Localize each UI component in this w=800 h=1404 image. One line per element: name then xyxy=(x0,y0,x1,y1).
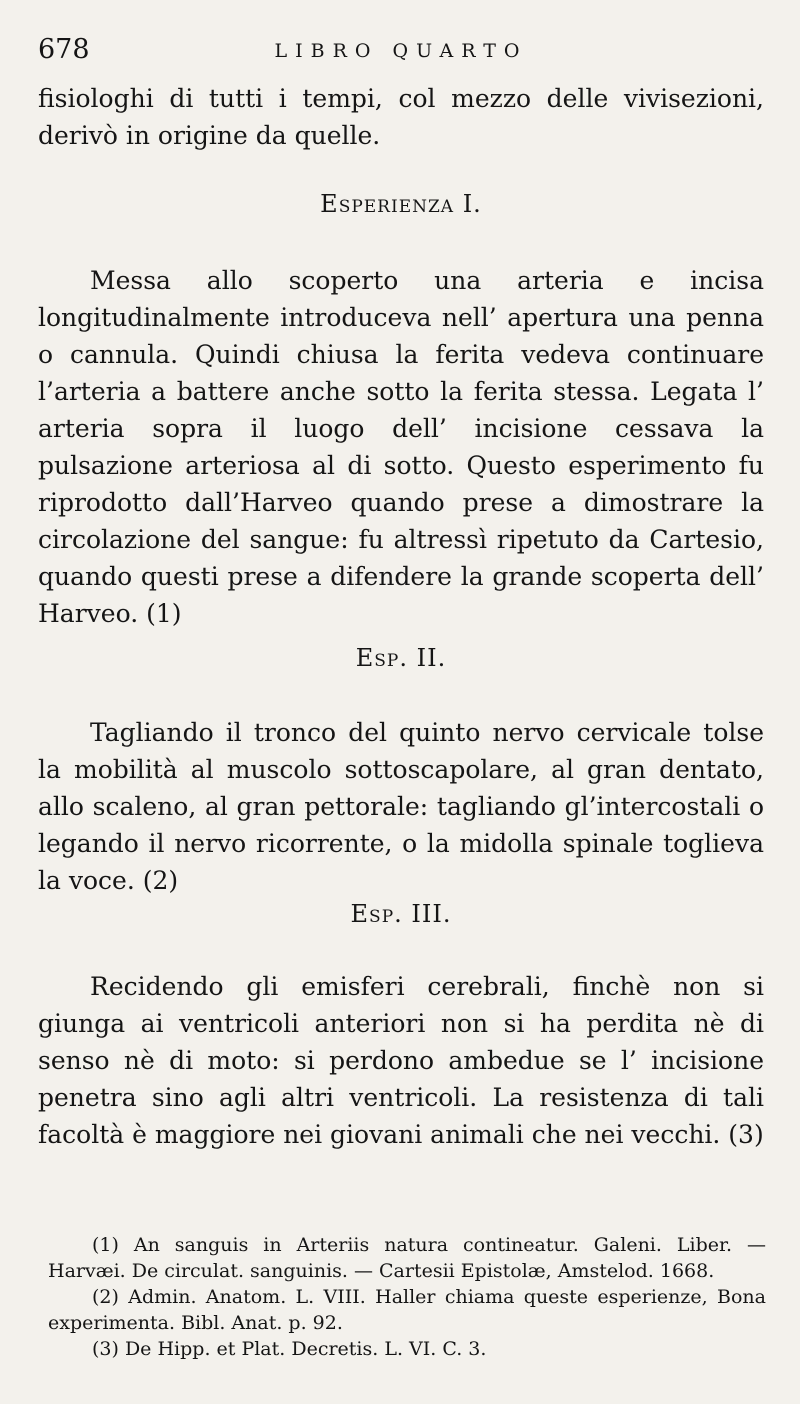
intro-text: fisiologhi di tutti i tempi, col mezzo delle vivisezioni, derivò in origine da quelle. xyxy=(38,84,764,150)
running-head: LIBRO QUARTO xyxy=(274,40,528,62)
footnote: (3) De Hipp. et Plat. Decretis. L. VI. C. 3. xyxy=(92,1338,487,1360)
intro-paragraph xyxy=(38,80,764,154)
section-heading: Esperienza I. xyxy=(320,190,482,218)
section-1-heading-wrap xyxy=(38,186,764,223)
section-3-heading-wrap xyxy=(38,896,764,933)
section-3-paragraph xyxy=(38,968,764,1153)
page-header xyxy=(38,34,764,74)
section-text: Messa allo scoperto una arteria e incisa longitudinalmente introduceva nell’ apertura una penna o cannula. Quindi chiusa la ferita vedeva continuare l’arteria a battere anche sotto la ferita stessa. Legata l’ arteria sopra il luogo dell’ incisione cessava la pulsazione arteriosa al di sotto. Questo esperimento fu riprodotto dall’Harveo quando prese a dimostrare la circolazione del sangue: fu altressì ripetuto da Cartesio, quando questi prese a difendere la grande scoperta dell’ Harveo. (1) xyxy=(38,266,764,628)
footnotes xyxy=(48,1232,766,1362)
section-2-paragraph xyxy=(38,714,764,899)
page-number: 678 xyxy=(38,34,90,65)
footnote: (2) Admin. Anatom. L. VIII. Haller chiama queste esperienze, Bona experimenta. Bibl. Anat. p. 92. xyxy=(48,1286,766,1334)
footnote: (1) An sanguis in Arteriis natura contineatur. Galeni. Liber. — Harvæi. De circulat. sanguinis. — Cartesii Epistolæ, Amstelod. 1668. xyxy=(48,1234,766,1282)
section-text: Recidendo gli emisferi cerebrali, finchè non si giunga ai ventricoli anteriori non si ha perdita nè di senso nè di moto: si perdono ambedue se l’ incisione penetra sino agli altri ventricoli. La resistenza di tali facoltà è maggiore nei giovani animali che nei vecchi. (3) xyxy=(38,972,764,1149)
section-heading: Esp. II. xyxy=(355,644,447,672)
section-heading: Esp. III. xyxy=(350,900,452,928)
section-1-paragraph xyxy=(38,262,764,632)
section-2-heading-wrap xyxy=(38,640,764,677)
section-text: Tagliando il tronco del quinto nervo cervicale tolse la mobilità al muscolo sottoscapolare, al gran dentato, allo scaleno, al gran pettorale: tagliando gl’intercostali o legando il nervo ricorrente, o la midolla spinale toglieva la voce. (2) xyxy=(38,718,764,895)
